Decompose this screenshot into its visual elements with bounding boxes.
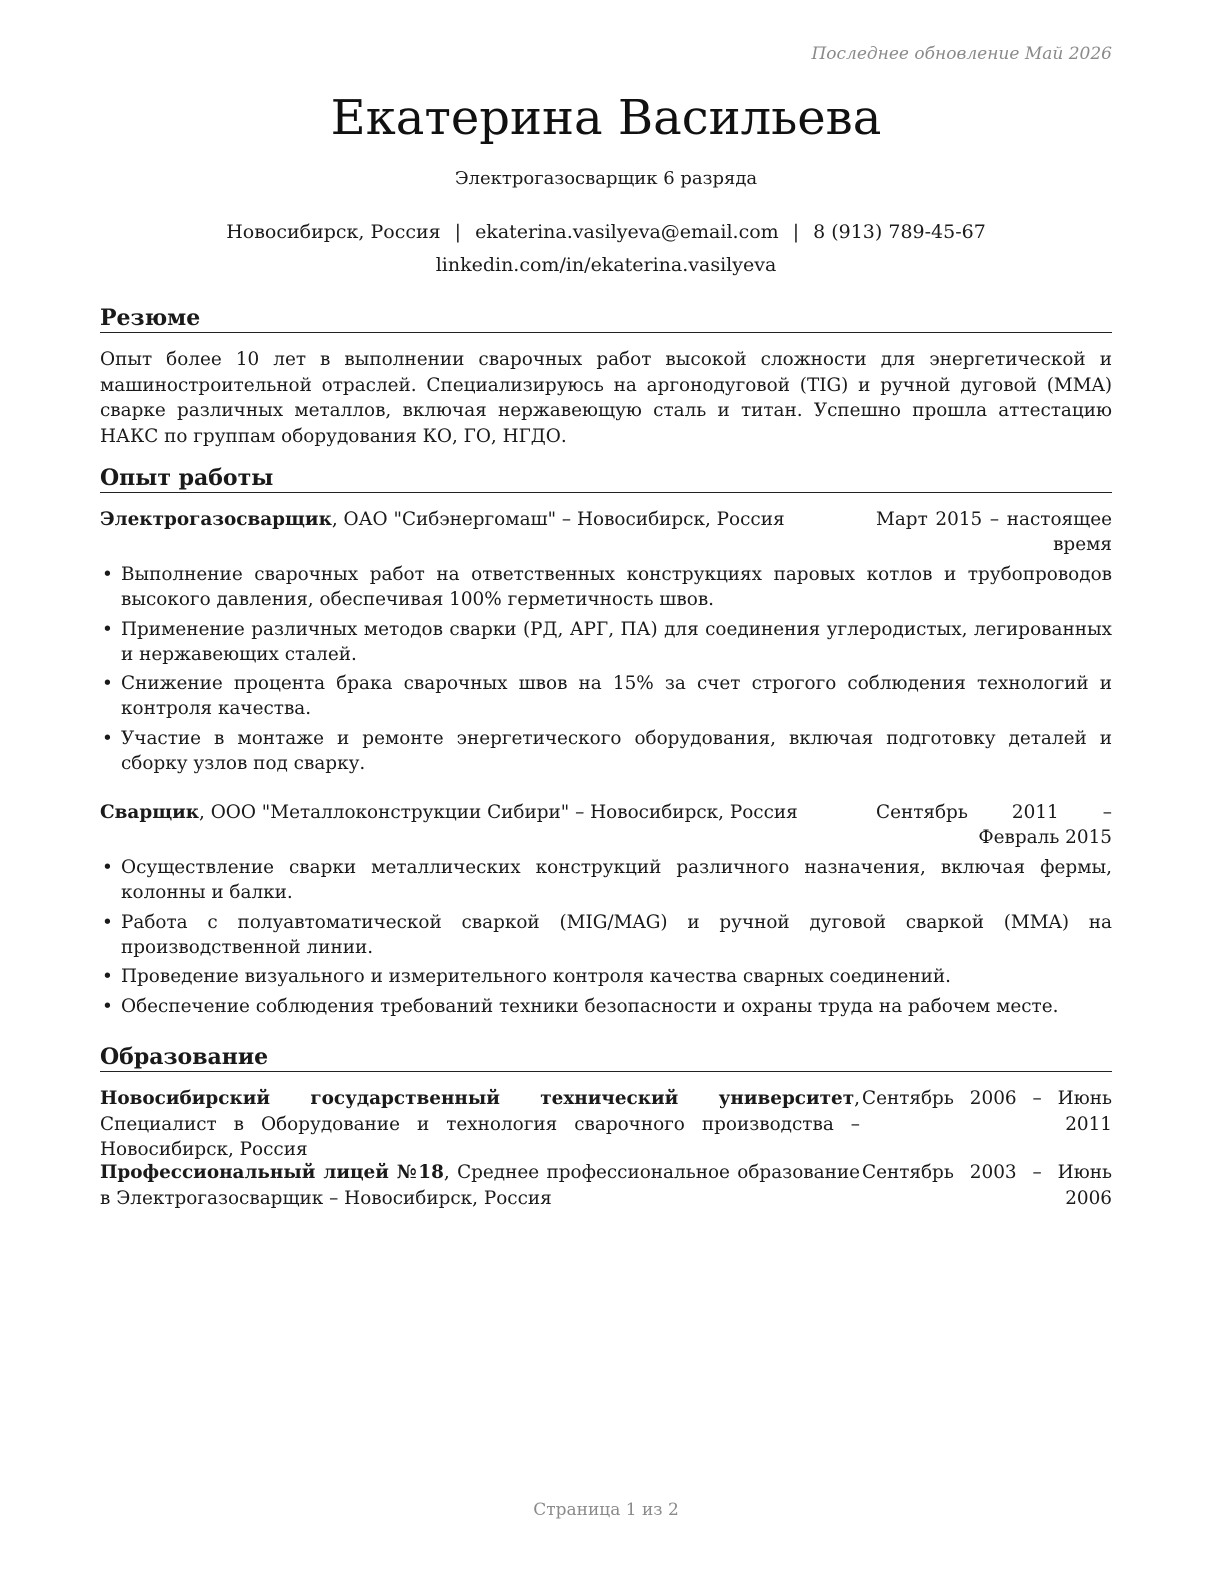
separator: | xyxy=(454,221,462,243)
page-number: Страница 1 из 2 xyxy=(533,1500,679,1520)
job-header xyxy=(100,507,1112,557)
institution-name: Профессиональный лицей №18 xyxy=(100,1162,444,1183)
candidate-name: Екатерина Васильева xyxy=(330,90,882,146)
email-link[interactable]: ekaterina.vasilyeva@email.com xyxy=(475,221,779,243)
education-degree: , Специалист в Оборудование и технология сварочного производства – Новосибирск, Россия xyxy=(100,1088,860,1160)
list-item: • Обеспечение соблюдения требований техники безопасности и охраны труда на рабочем месте. xyxy=(100,994,1112,1019)
job-role xyxy=(100,800,876,850)
job-employer: , ОАО "Сибэнергомаш" – Новосибирск, Россия xyxy=(331,509,785,530)
job-title: Электрогазосварщик 6 разряда xyxy=(454,168,758,189)
section-heading-summary: Резюме xyxy=(100,304,1112,333)
job-position: Сварщик xyxy=(100,802,200,823)
phone: 8 (913) 789-45-67 xyxy=(813,221,986,243)
linkedin-link[interactable]: linkedin.com/in/ekaterina.vasilyeva xyxy=(435,254,777,276)
job-dates: Сентябрь 2011 – Февраль 2015 xyxy=(876,802,1112,848)
list-item: • Работа с полуавтоматической сваркой (MIG/MAG) и ручной дуговой сваркой (MMA) на производственной линии. xyxy=(100,910,1112,960)
institution-name: Новосибирский государственный технический университет xyxy=(100,1088,855,1109)
list-item: • Осуществление сварки металлических конструкций различного назначения, включая фермы, колонны и балки. xyxy=(100,855,1112,905)
education-details xyxy=(100,1086,860,1163)
education-item xyxy=(100,1086,1112,1163)
education-dates: Сентябрь 2003 – Июнь 2006 xyxy=(862,1162,1112,1209)
job-role xyxy=(100,507,876,557)
job-bullets xyxy=(100,855,1112,1023)
job-bullets xyxy=(100,562,1112,780)
list-item: • Проведение визуального и измерительного контроля качества сварных соединений. xyxy=(100,964,1112,989)
section-heading-education: Образование xyxy=(100,1043,1112,1072)
job-dates: Март 2015 – настоящее время xyxy=(876,509,1112,555)
summary-text: Опыт более 10 лет в выполнении сварочных работ высокой сложности для энергетической и машиностроительной отраслей. Специализируюсь на аргонодуговой (TIG) и ручной дуговой (MMA) сварке различных металлов, включая нержавеющую сталь и титан. Успешно прошла аттестацию НАКС по группам оборудования КО, ГО, НГДО. xyxy=(100,349,1112,447)
job-position: Электрогазосварщик xyxy=(100,509,332,530)
section-heading-experience: Опыт работы xyxy=(100,464,1112,493)
education-item xyxy=(100,1160,1112,1211)
list-item: • Снижение процента брака сварочных швов на 15% за счет строгого соблюдения технологий и контроля качества. xyxy=(100,671,1112,721)
job-employer: , ООО "Металлоконструкции Сибири" – Новосибирск, Россия xyxy=(199,802,798,823)
list-item: • Выполнение сварочных работ на ответственных конструкциях паровых котлов и трубопроводов высокого давления, обеспечивая 100% герметичность швов. xyxy=(100,562,1112,612)
education-degree: , Среднее профессиональное образование в Электрогазосварщик – Новосибирск, Россия xyxy=(100,1162,860,1209)
contact-line xyxy=(100,219,1112,245)
location: Новосибирск, Россия xyxy=(226,221,441,243)
education-dates: Сентябрь 2006 – Июнь 2011 xyxy=(862,1088,1112,1135)
list-item: • Применение различных методов сварки (РД, АРГ, ПА) для соединения углеродистых, легированных и нержавеющих сталей. xyxy=(100,617,1112,667)
resume-page xyxy=(100,0,1112,1584)
separator: | xyxy=(792,221,800,243)
education-details xyxy=(100,1160,860,1211)
last-updated: Последнее обновление Май 2026 xyxy=(811,44,1112,64)
list-item: • Участие в монтаже и ремонте энергетического оборудования, включая подготовку деталей и сборку узлов под сварку. xyxy=(100,726,1112,776)
job-header xyxy=(100,800,1112,850)
